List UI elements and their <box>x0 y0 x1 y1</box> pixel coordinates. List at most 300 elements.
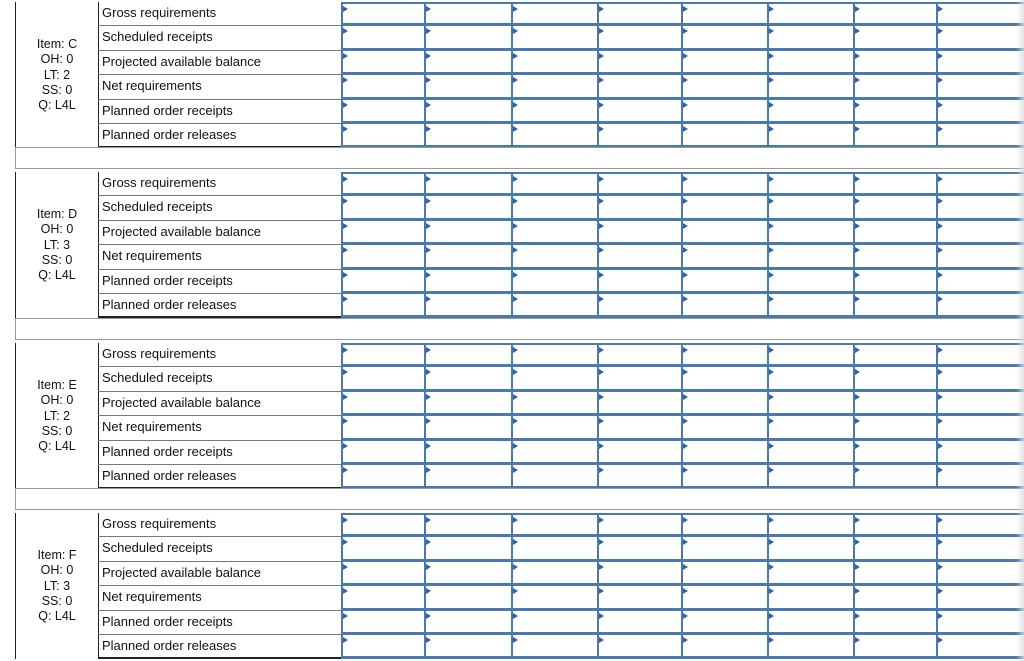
item-info <box>37 37 77 113</box>
period-input-cell[interactable] <box>511 611 597 635</box>
cell-marker-icon <box>683 126 688 132</box>
period-input-cell[interactable] <box>511 100 597 124</box>
period-input-cell[interactable] <box>597 172 681 196</box>
period-input-cell[interactable] <box>853 172 936 196</box>
period-input-cell[interactable] <box>767 270 853 294</box>
period-input-cell[interactable] <box>424 562 511 586</box>
period-input-cell[interactable] <box>767 465 853 489</box>
period-input-cell[interactable] <box>936 26 1024 50</box>
period-input-cell[interactable] <box>424 392 511 416</box>
cell-marker-icon <box>769 6 774 12</box>
period-input-cell[interactable] <box>767 611 853 635</box>
period-input-cell[interactable] <box>767 537 853 561</box>
cell-marker-icon <box>343 467 348 473</box>
period-input-cell[interactable] <box>936 124 1024 148</box>
period-input-cell[interactable] <box>853 343 936 367</box>
period-input-cell[interactable] <box>511 441 597 465</box>
period-input-cell[interactable] <box>936 75 1024 99</box>
period-input-cell[interactable] <box>767 392 853 416</box>
item-info <box>37 378 77 454</box>
period-input-cell[interactable] <box>424 75 511 99</box>
period-input-cell[interactable] <box>853 221 936 245</box>
cell-marker-icon <box>599 223 604 229</box>
cell-marker-icon <box>513 53 518 59</box>
cell-marker-icon <box>426 6 431 12</box>
period-input-cell[interactable] <box>936 513 1024 537</box>
period-input-cell[interactable] <box>936 611 1024 635</box>
period-input-cell[interactable] <box>341 26 424 50</box>
period-input-cell[interactable] <box>341 124 424 148</box>
period-input-cell[interactable] <box>936 172 1024 196</box>
period-input-cell[interactable] <box>853 245 936 269</box>
cell-marker-icon <box>855 272 860 278</box>
period-input-cell[interactable] <box>853 416 936 440</box>
grid-row <box>341 196 1024 220</box>
period-input-cell[interactable] <box>681 51 767 75</box>
cell-marker-icon <box>855 296 860 302</box>
period-input-cell[interactable] <box>767 196 853 220</box>
period-input-cell[interactable] <box>767 124 853 148</box>
period-input-cell[interactable] <box>341 172 424 196</box>
period-input-cell[interactable] <box>424 611 511 635</box>
period-input-cell[interactable] <box>681 537 767 561</box>
period-input-cell[interactable] <box>341 196 424 220</box>
period-input-cell[interactable] <box>936 416 1024 440</box>
period-input-cell[interactable] <box>767 26 853 50</box>
period-input-cell[interactable] <box>597 2 681 26</box>
cell-marker-icon <box>683 53 688 59</box>
period-input-cell[interactable] <box>853 75 936 99</box>
period-input-cell[interactable] <box>597 537 681 561</box>
row-labels <box>98 343 341 489</box>
period-input-cell[interactable] <box>853 611 936 635</box>
grid-row <box>341 392 1024 416</box>
period-input-cell[interactable] <box>424 245 511 269</box>
item-block <box>0 513 1024 659</box>
period-input-cell[interactable] <box>681 2 767 26</box>
block-separator <box>15 318 1024 340</box>
period-input-cell[interactable] <box>936 51 1024 75</box>
period-input-cell[interactable] <box>424 51 511 75</box>
cell-marker-icon <box>769 53 774 59</box>
period-input-cell[interactable] <box>511 270 597 294</box>
cell-marker-icon <box>855 394 860 400</box>
period-input-cell[interactable] <box>341 562 424 586</box>
cell-marker-icon <box>343 637 348 643</box>
period-input-cell[interactable] <box>424 294 511 318</box>
cell-marker-icon <box>938 637 943 643</box>
period-input-cell[interactable] <box>597 635 681 659</box>
period-input-cell[interactable] <box>511 2 597 26</box>
period-input-cell[interactable] <box>853 562 936 586</box>
cell-marker-icon <box>426 296 431 302</box>
period-input-cell[interactable] <box>424 343 511 367</box>
period-input-cell[interactable] <box>341 270 424 294</box>
block-separator <box>15 147 1024 169</box>
period-input-cell[interactable] <box>767 245 853 269</box>
period-input-cell[interactable] <box>853 196 936 220</box>
period-input-cell[interactable] <box>681 611 767 635</box>
cell-marker-icon <box>938 272 943 278</box>
period-input-cell[interactable] <box>597 441 681 465</box>
period-input-cell[interactable] <box>341 294 424 318</box>
period-input-cell[interactable] <box>767 51 853 75</box>
period-input-cell[interactable] <box>511 537 597 561</box>
period-input-cell[interactable] <box>597 465 681 489</box>
cell-marker-icon <box>599 613 604 619</box>
period-input-cell[interactable] <box>853 367 936 391</box>
row-label: Net requirements <box>98 416 341 440</box>
period-input-cell[interactable] <box>767 221 853 245</box>
cell-marker-icon <box>426 637 431 643</box>
period-input-cell[interactable] <box>767 586 853 610</box>
period-input-cell[interactable] <box>681 635 767 659</box>
period-input-cell[interactable] <box>597 51 681 75</box>
cell-marker-icon <box>599 467 604 473</box>
period-input-cell[interactable] <box>341 245 424 269</box>
period-input-cell[interactable] <box>853 124 936 148</box>
cell-marker-icon <box>855 6 860 12</box>
cell-marker-icon <box>599 443 604 449</box>
cell-marker-icon <box>426 517 431 523</box>
grid-row <box>341 124 1024 148</box>
cell-marker-icon <box>938 418 943 424</box>
period-input-cell[interactable] <box>424 465 511 489</box>
period-input-cell[interactable] <box>936 196 1024 220</box>
period-input-cell[interactable] <box>341 343 424 367</box>
period-input-cell[interactable] <box>853 465 936 489</box>
period-input-cell[interactable] <box>767 2 853 26</box>
period-input-cell[interactable] <box>853 100 936 124</box>
period-input-cell[interactable] <box>936 537 1024 561</box>
period-input-cell[interactable] <box>681 245 767 269</box>
period-input-cell[interactable] <box>424 221 511 245</box>
period-input-cell[interactable] <box>853 51 936 75</box>
period-input-cell[interactable] <box>511 586 597 610</box>
period-input-cell[interactable] <box>853 26 936 50</box>
period-input-cell[interactable] <box>936 100 1024 124</box>
period-input-cell[interactable] <box>597 562 681 586</box>
cell-marker-icon <box>683 394 688 400</box>
period-input-cell[interactable] <box>681 343 767 367</box>
period-input-cell[interactable] <box>341 611 424 635</box>
period-input-cell[interactable] <box>424 100 511 124</box>
period-input-cell[interactable] <box>424 537 511 561</box>
period-input-cell[interactable] <box>511 75 597 99</box>
period-input-cell[interactable] <box>597 245 681 269</box>
period-input-cell[interactable] <box>853 537 936 561</box>
period-input-cell[interactable] <box>936 2 1024 26</box>
cell-marker-icon <box>599 369 604 375</box>
period-input-cell[interactable] <box>341 367 424 391</box>
period-input-cell[interactable] <box>681 196 767 220</box>
cell-marker-icon <box>855 467 860 473</box>
cell-marker-icon <box>426 443 431 449</box>
cell-marker-icon <box>938 588 943 594</box>
period-input-cell[interactable] <box>681 465 767 489</box>
period-input-cell[interactable] <box>511 416 597 440</box>
period-input-cell[interactable] <box>936 392 1024 416</box>
period-input-cell[interactable] <box>424 441 511 465</box>
period-input-cell[interactable] <box>341 51 424 75</box>
period-input-cell[interactable] <box>597 513 681 537</box>
period-input-cell[interactable] <box>424 172 511 196</box>
cell-marker-icon <box>769 176 774 182</box>
period-input-cell[interactable] <box>853 2 936 26</box>
period-input-cell[interactable] <box>597 124 681 148</box>
period-input-cell[interactable] <box>341 221 424 245</box>
period-input-cell[interactable] <box>936 245 1024 269</box>
period-input-cell[interactable] <box>511 196 597 220</box>
period-input-cell[interactable] <box>681 513 767 537</box>
grid-row <box>341 270 1024 294</box>
period-input-cell[interactable] <box>597 270 681 294</box>
period-input-cell[interactable] <box>341 392 424 416</box>
period-input-cell[interactable] <box>767 294 853 318</box>
period-input-cell[interactable] <box>597 100 681 124</box>
cell-marker-icon <box>513 176 518 182</box>
cell-marker-icon <box>513 28 518 34</box>
period-input-cell[interactable] <box>853 441 936 465</box>
period-input-cell[interactable] <box>597 416 681 440</box>
grid-row <box>341 294 1024 318</box>
period-input-cell[interactable] <box>681 441 767 465</box>
period-input-cell[interactable] <box>681 172 767 196</box>
period-input-cell[interactable] <box>424 2 511 26</box>
period-input-cell[interactable] <box>341 75 424 99</box>
cell-marker-icon <box>938 296 943 302</box>
period-input-cell[interactable] <box>511 172 597 196</box>
period-grid <box>341 513 1024 659</box>
period-input-cell[interactable] <box>936 586 1024 610</box>
period-input-cell[interactable] <box>341 635 424 659</box>
cell-marker-icon <box>599 637 604 643</box>
period-grid <box>341 343 1024 489</box>
period-input-cell[interactable] <box>511 392 597 416</box>
period-input-cell[interactable] <box>681 367 767 391</box>
period-input-cell[interactable] <box>597 343 681 367</box>
cell-marker-icon <box>343 418 348 424</box>
period-input-cell[interactable] <box>936 343 1024 367</box>
period-input-cell[interactable] <box>597 392 681 416</box>
period-input-cell[interactable] <box>767 367 853 391</box>
period-input-cell[interactable] <box>424 367 511 391</box>
cell-marker-icon <box>938 28 943 34</box>
period-input-cell[interactable] <box>936 221 1024 245</box>
cell-marker-icon <box>599 53 604 59</box>
period-input-cell[interactable] <box>511 26 597 50</box>
period-input-cell[interactable] <box>853 294 936 318</box>
grid-row <box>341 221 1024 245</box>
cell-marker-icon <box>513 588 518 594</box>
period-input-cell[interactable] <box>597 75 681 99</box>
period-input-cell[interactable] <box>936 270 1024 294</box>
period-input-cell[interactable] <box>767 513 853 537</box>
period-input-cell[interactable] <box>424 26 511 50</box>
period-input-cell[interactable] <box>511 245 597 269</box>
period-input-cell[interactable] <box>767 100 853 124</box>
period-input-cell[interactable] <box>341 586 424 610</box>
cell-marker-icon <box>683 102 688 108</box>
cell-marker-icon <box>855 102 860 108</box>
period-input-cell[interactable] <box>424 124 511 148</box>
period-input-cell[interactable] <box>853 392 936 416</box>
cell-marker-icon <box>513 77 518 83</box>
period-input-cell[interactable] <box>511 124 597 148</box>
period-input-cell[interactable] <box>681 416 767 440</box>
period-input-cell[interactable] <box>597 586 681 610</box>
period-input-cell[interactable] <box>767 441 853 465</box>
cell-marker-icon <box>769 198 774 204</box>
row-label: Gross requirements <box>98 343 341 367</box>
period-input-cell[interactable] <box>597 611 681 635</box>
cell-marker-icon <box>513 296 518 302</box>
cell-marker-icon <box>343 176 348 182</box>
cell-marker-icon <box>599 176 604 182</box>
period-input-cell[interactable] <box>424 196 511 220</box>
cell-marker-icon <box>513 418 518 424</box>
cell-marker-icon <box>513 126 518 132</box>
period-input-cell[interactable] <box>511 635 597 659</box>
period-input-cell[interactable] <box>424 635 511 659</box>
period-input-cell[interactable] <box>511 367 597 391</box>
cell-marker-icon <box>599 28 604 34</box>
period-input-cell[interactable] <box>681 562 767 586</box>
period-input-cell[interactable] <box>936 294 1024 318</box>
cell-marker-icon <box>513 613 518 619</box>
period-input-cell[interactable] <box>681 75 767 99</box>
period-input-cell[interactable] <box>936 441 1024 465</box>
period-input-cell[interactable] <box>853 513 936 537</box>
period-input-cell[interactable] <box>767 172 853 196</box>
grid-row <box>341 537 1024 561</box>
cell-marker-icon <box>426 588 431 594</box>
period-input-cell[interactable] <box>341 537 424 561</box>
cell-marker-icon <box>938 347 943 353</box>
period-input-cell[interactable] <box>936 635 1024 659</box>
cell-marker-icon <box>855 443 860 449</box>
row-label: Net requirements <box>98 75 341 99</box>
period-input-cell[interactable] <box>341 2 424 26</box>
cell-marker-icon <box>769 77 774 83</box>
period-input-cell[interactable] <box>424 586 511 610</box>
period-input-cell[interactable] <box>597 294 681 318</box>
period-input-cell[interactable] <box>511 343 597 367</box>
cell-marker-icon <box>855 613 860 619</box>
period-input-cell[interactable] <box>681 392 767 416</box>
period-input-cell[interactable] <box>511 465 597 489</box>
cell-marker-icon <box>426 53 431 59</box>
cell-marker-icon <box>683 247 688 253</box>
period-input-cell[interactable] <box>767 635 853 659</box>
row-label: Projected available balance <box>98 51 341 75</box>
period-input-cell[interactable] <box>341 513 424 537</box>
period-input-cell[interactable] <box>424 513 511 537</box>
period-input-cell[interactable] <box>341 441 424 465</box>
period-input-cell[interactable] <box>424 416 511 440</box>
grid-row <box>341 465 1024 489</box>
row-labels <box>98 2 341 148</box>
period-input-cell[interactable] <box>597 367 681 391</box>
item-parameters <box>15 2 99 148</box>
cell-marker-icon <box>769 418 774 424</box>
period-input-cell[interactable] <box>936 562 1024 586</box>
period-input-cell[interactable] <box>597 196 681 220</box>
cell-marker-icon <box>938 539 943 545</box>
period-input-cell[interactable] <box>936 367 1024 391</box>
period-input-cell[interactable] <box>681 270 767 294</box>
period-input-cell[interactable] <box>341 416 424 440</box>
grid-row <box>341 2 1024 26</box>
cell-marker-icon <box>513 467 518 473</box>
cell-marker-icon <box>683 176 688 182</box>
item-lead-time: LT: 3 <box>43 578 71 593</box>
grid-row <box>341 416 1024 440</box>
cell-marker-icon <box>683 637 688 643</box>
grid-row <box>341 343 1024 367</box>
period-input-cell[interactable] <box>597 221 681 245</box>
period-input-cell[interactable] <box>767 75 853 99</box>
period-input-cell[interactable] <box>767 416 853 440</box>
period-input-cell[interactable] <box>853 586 936 610</box>
cell-marker-icon <box>683 198 688 204</box>
row-labels <box>98 172 341 318</box>
cell-marker-icon <box>343 126 348 132</box>
cell-marker-icon <box>426 394 431 400</box>
cell-marker-icon <box>683 613 688 619</box>
period-input-cell[interactable] <box>341 100 424 124</box>
period-input-cell[interactable] <box>681 294 767 318</box>
period-input-cell[interactable] <box>424 270 511 294</box>
row-label: Planned order receipts <box>98 441 341 465</box>
cell-marker-icon <box>769 347 774 353</box>
period-input-cell[interactable] <box>767 562 853 586</box>
period-input-cell[interactable] <box>511 294 597 318</box>
period-input-cell[interactable] <box>597 26 681 50</box>
cell-marker-icon <box>938 613 943 619</box>
item-lead-time: LT: 2 <box>43 408 71 423</box>
cell-marker-icon <box>599 102 604 108</box>
period-input-cell[interactable] <box>936 465 1024 489</box>
period-input-cell[interactable] <box>511 562 597 586</box>
cell-marker-icon <box>513 517 518 523</box>
row-label: Gross requirements <box>98 513 341 537</box>
period-input-cell[interactable] <box>511 221 597 245</box>
period-input-cell[interactable] <box>511 51 597 75</box>
period-input-cell[interactable] <box>767 343 853 367</box>
grid-row <box>341 100 1024 124</box>
row-label: Scheduled receipts <box>98 196 341 220</box>
grid-row <box>341 586 1024 610</box>
period-input-cell[interactable] <box>681 26 767 50</box>
period-input-cell[interactable] <box>853 635 936 659</box>
cell-marker-icon <box>599 588 604 594</box>
cell-marker-icon <box>513 369 518 375</box>
cell-marker-icon <box>855 347 860 353</box>
cell-marker-icon <box>769 394 774 400</box>
cell-marker-icon <box>426 564 431 570</box>
period-input-cell[interactable] <box>681 221 767 245</box>
period-input-cell[interactable] <box>341 465 424 489</box>
cell-marker-icon <box>599 418 604 424</box>
period-input-cell[interactable] <box>853 270 936 294</box>
cell-marker-icon <box>343 443 348 449</box>
period-input-cell[interactable] <box>681 586 767 610</box>
period-input-cell[interactable] <box>511 513 597 537</box>
cell-marker-icon <box>683 369 688 375</box>
period-input-cell[interactable] <box>681 100 767 124</box>
period-input-cell[interactable] <box>681 124 767 148</box>
